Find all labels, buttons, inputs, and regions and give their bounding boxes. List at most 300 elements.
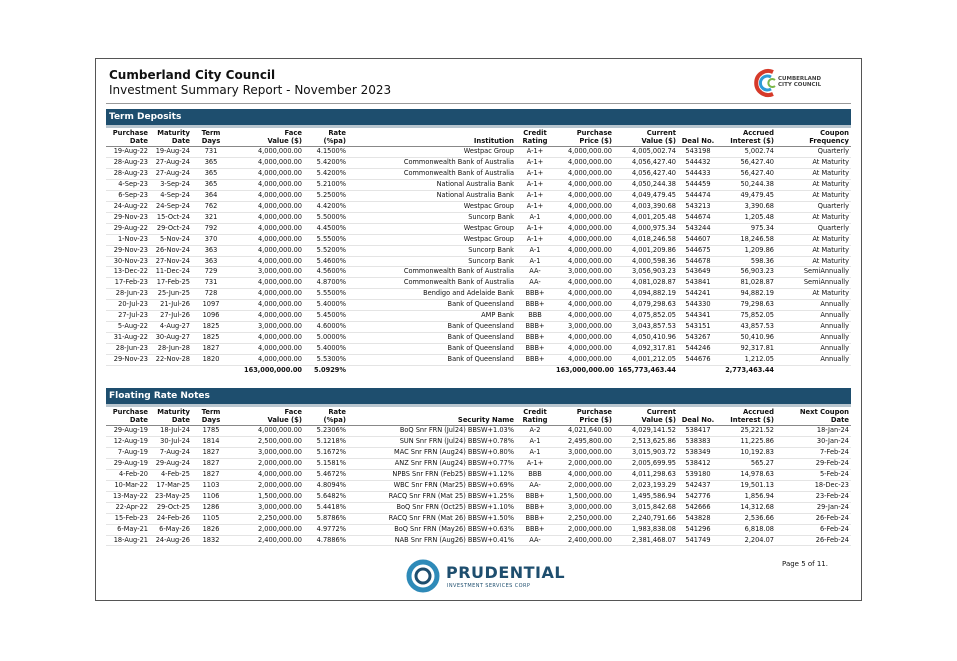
frn-cell: BBB+ xyxy=(516,502,554,513)
frn-cell: 2,240,791.66 xyxy=(614,513,678,524)
term-deposit-cell: 4,001,212.05 xyxy=(614,355,678,366)
frn-cell: 2,000,000.00 xyxy=(230,458,304,469)
term-deposit-cell: 4,000,000.00 xyxy=(554,333,614,344)
frn-header-cell: Maturity Date xyxy=(150,407,192,426)
frn-cell: 18-Jul-24 xyxy=(150,426,192,437)
term-deposit-row xyxy=(106,278,851,289)
term-deposit-cell: 4,000,000.00 xyxy=(554,212,614,223)
frn-cell: BBB+ xyxy=(516,524,554,535)
term-deposit-row xyxy=(106,179,851,190)
term-deposit-cell: 543213 xyxy=(678,201,718,212)
frn-cell: 4-Feb-20 xyxy=(106,469,150,480)
term-deposit-cell: 792 xyxy=(192,223,230,234)
term-deposit-cell: At Maturity xyxy=(776,245,851,256)
term-deposit-cell: At Maturity xyxy=(776,179,851,190)
term-deposit-cell: 4,000,000.00 xyxy=(230,311,304,322)
term-deposit-cell: 544678 xyxy=(678,256,718,267)
term-deposit-cell: At Maturity xyxy=(776,157,851,168)
term-deposit-cell: A-1+ xyxy=(516,168,554,179)
term-deposit-cell: 28-Aug-23 xyxy=(106,157,150,168)
frn-cell: 2,000,000.00 xyxy=(230,524,304,535)
term-deposit-row xyxy=(106,256,851,267)
frn-cell: 4,029,141.52 xyxy=(614,426,678,437)
term-deposit-cell: 731 xyxy=(192,147,230,158)
term-deposit-cell: 4,056,427.40 xyxy=(614,168,678,179)
frn-cell: NPBS Snr FRN (Feb25) BBSW+1.12% xyxy=(348,469,516,480)
term-deposit-cell: 22-Nov-28 xyxy=(150,355,192,366)
frn-cell: WBC Snr FRN (Mar25) BBSW+0.69% xyxy=(348,480,516,491)
frn-cell: BoQ Snr FRN (May26) BBSW+0.63% xyxy=(348,524,516,535)
header-divider xyxy=(106,103,851,104)
frn-cell: 5.2306% xyxy=(304,426,348,437)
term-deposit-cell: 365 xyxy=(192,168,230,179)
frn-cell: 1,856.94 xyxy=(718,491,776,502)
term-deposit-cell: 598.36 xyxy=(718,256,776,267)
term-deposit-cell: Commonwealth Bank of Australia xyxy=(348,267,516,278)
term-deposit-cell: Commonwealth Bank of Australia xyxy=(348,157,516,168)
frn-cell: BBB+ xyxy=(516,491,554,502)
term-deposit-cell: 4,081,028.87 xyxy=(614,278,678,289)
term-deposit-cell: BBB+ xyxy=(516,333,554,344)
term-deposit-cell: 544676 xyxy=(678,355,718,366)
frn-row xyxy=(106,513,851,524)
frn-cell: RACQ Snr FRN (Mat 25) BBSW+1.25% xyxy=(348,491,516,502)
term-deposit-cell: 29-Oct-24 xyxy=(150,223,192,234)
prudential-logo xyxy=(406,559,576,593)
term-deposit-cell: 1,205.48 xyxy=(718,212,776,223)
frn-cell: 23-Feb-24 xyxy=(776,491,851,502)
term-deposit-cell: 4,000,000.00 xyxy=(554,300,614,311)
term-deposit-cell: 4,000,000.00 xyxy=(230,256,304,267)
term-deposit-cell: 4,000,975.34 xyxy=(614,223,678,234)
term-deposit-cell: 543198 xyxy=(678,147,718,158)
frn-cell: 24-Aug-26 xyxy=(150,535,192,546)
term-deposit-cell: National Australia Bank xyxy=(348,179,516,190)
term-deposit-cell: 1827 xyxy=(192,344,230,355)
term-deposit-cell: Quarterly xyxy=(776,201,851,212)
frn-cell: 29-Aug-19 xyxy=(106,426,150,437)
term-deposit-cell: 731 xyxy=(192,278,230,289)
term-deposit-cell: 4,092,317.81 xyxy=(614,344,678,355)
term-deposit-cell: 544341 xyxy=(678,311,718,322)
term-deposit-cell: 29-Aug-22 xyxy=(106,223,150,234)
term-deposit-cell: 56,903.23 xyxy=(718,267,776,278)
frn-cell: 2,536.66 xyxy=(718,513,776,524)
term-deposit-cell: 19-Aug-24 xyxy=(150,147,192,158)
frn-header-cell: Next Coupon Date xyxy=(776,407,851,426)
term-deposit-cell: 4,000,000.00 xyxy=(230,333,304,344)
term-deposit-header-cell: Accrued Interest ($) xyxy=(718,128,776,147)
term-deposit-cell: Westpac Group xyxy=(348,234,516,245)
frn-cell: 10,192.83 xyxy=(718,447,776,458)
frn-cell: MAC Snr FRN (Aug24) BBSW+0.80% xyxy=(348,447,516,458)
term-deposit-header-cell: Face Value ($) xyxy=(230,128,304,147)
term-deposit-cell: 4-Sep-24 xyxy=(150,190,192,201)
frn-header-cell: Term Days xyxy=(192,407,230,426)
term-deposit-row xyxy=(106,333,851,344)
term-deposit-cell: 56,427.40 xyxy=(718,168,776,179)
term-deposit-cell: 4,000,000.00 xyxy=(554,311,614,322)
term-deposit-cell: At Maturity xyxy=(776,190,851,201)
frn-section xyxy=(106,388,851,546)
term-deposit-cell: BBB+ xyxy=(516,300,554,311)
term-deposit-cell: Annually xyxy=(776,344,851,355)
term-deposit-cell: 5.4200% xyxy=(304,168,348,179)
frn-cell: ANZ Snr FRN (Aug24) BBSW+0.77% xyxy=(348,458,516,469)
frn-cell: RACQ Snr FRN (Mat 26) BBSW+1.50% xyxy=(348,513,516,524)
frn-cell: 6-May-21 xyxy=(106,524,150,535)
frn-cell: 3,015,903.72 xyxy=(614,447,678,458)
term-deposit-cell: 5-Aug-22 xyxy=(106,322,150,333)
frn-cell: 29-Aug-19 xyxy=(106,458,150,469)
term-deposit-cell: 28-Jun-23 xyxy=(106,289,150,300)
frn-cell: SUN Snr FRN (Jul24) BBSW+0.78% xyxy=(348,436,516,447)
term-deposit-cell: SemiAnnually xyxy=(776,267,851,278)
frn-cell: 3,015,842.68 xyxy=(614,502,678,513)
term-deposit-cell: 4,000,000.00 xyxy=(230,157,304,168)
frn-cell: 2,495,800.00 xyxy=(554,436,614,447)
term-deposit-cell: 4,000,000.00 xyxy=(554,344,614,355)
term-deposit-cell: A-1+ xyxy=(516,190,554,201)
frn-header-cell: Accrued Interest ($) xyxy=(718,407,776,426)
report-title: Investment Summary Report - November 2023 xyxy=(109,83,392,97)
prudential-brand-sub: INVESTMENT SERVICES CORP xyxy=(447,583,531,589)
term-deposit-cell: 762 xyxy=(192,201,230,212)
term-deposit-cell: BBB+ xyxy=(516,289,554,300)
term-deposit-cell: 544246 xyxy=(678,344,718,355)
term-deposit-cell: At Maturity xyxy=(776,256,851,267)
frn-header-cell: Credit Rating xyxy=(516,407,554,426)
term-deposit-cell: 29-Nov-23 xyxy=(106,355,150,366)
term-deposit-cell: 4.5600% xyxy=(304,267,348,278)
term-deposit-row xyxy=(106,245,851,256)
term-deposit-cell: Quarterly xyxy=(776,223,851,234)
term-deposit-cell: 5.2100% xyxy=(304,179,348,190)
frn-cell: 2,250,000.00 xyxy=(230,513,304,524)
term-deposit-cell: Annually xyxy=(776,355,851,366)
term-deposit-cell: 365 xyxy=(192,179,230,190)
term-deposit-cell: 544459 xyxy=(678,179,718,190)
term-deposit-header-cell: Deal No. xyxy=(678,128,718,147)
term-deposit-cell: 27-Aug-24 xyxy=(150,157,192,168)
frn-cell: 2,005,699.95 xyxy=(614,458,678,469)
frn-cell: 7-Feb-24 xyxy=(776,447,851,458)
term-deposit-cell: 43,857.53 xyxy=(718,322,776,333)
frn-header-cell: Face Value ($) xyxy=(230,407,304,426)
term-deposit-cell: 49,479.45 xyxy=(718,190,776,201)
frn-cell: 7-Aug-19 xyxy=(106,447,150,458)
term-deposit-totals-row xyxy=(106,366,851,376)
term-deposit-row xyxy=(106,201,851,212)
term-deposit-cell: 5,002.74 xyxy=(718,147,776,158)
frn-cell: 14,978.63 xyxy=(718,469,776,480)
term-deposit-cell: 4,000,000.00 xyxy=(554,278,614,289)
term-deposit-cell: Bank of Queensland xyxy=(348,300,516,311)
term-deposit-cell: 4,050,244.38 xyxy=(614,179,678,190)
frn-header-cell: Purchase Date xyxy=(106,407,150,426)
frn-cell: 6,818.08 xyxy=(718,524,776,535)
term-deposit-cell: 4.4500% xyxy=(304,223,348,234)
term-deposit-cell: 30-Nov-23 xyxy=(106,256,150,267)
term-deposit-cell: 363 xyxy=(192,256,230,267)
term-deposit-row xyxy=(106,223,851,234)
term-deposit-cell: 4,001,205.48 xyxy=(614,212,678,223)
term-deposit-cell: 24-Sep-24 xyxy=(150,201,192,212)
term-deposit-cell: 4,018,246.58 xyxy=(614,234,678,245)
frn-cell: 542776 xyxy=(678,491,718,502)
term-deposit-total-cell: 2,773,463.44 xyxy=(718,366,776,376)
frn-cell: 5.4418% xyxy=(304,502,348,513)
term-deposit-cell: 5.5500% xyxy=(304,234,348,245)
frn-cell: 4.9772% xyxy=(304,524,348,535)
term-deposit-cell: 543244 xyxy=(678,223,718,234)
term-deposit-cell: AA- xyxy=(516,278,554,289)
term-deposit-cell: A-1+ xyxy=(516,201,554,212)
frn-cell: 5.6482% xyxy=(304,491,348,502)
council-logo-text: CUMBERLAND CITY COUNCIL xyxy=(778,76,822,88)
frn-cell: 2,000,000.00 xyxy=(554,480,614,491)
term-deposit-cell: 4,000,000.00 xyxy=(230,223,304,234)
term-deposit-cell: 5.4600% xyxy=(304,256,348,267)
term-deposit-cell: Bank of Queensland xyxy=(348,322,516,333)
term-deposit-total-cell xyxy=(150,366,192,376)
term-deposit-cell: 3,056,903.23 xyxy=(614,267,678,278)
term-deposit-cell: At Maturity xyxy=(776,289,851,300)
term-deposit-cell: 4.6000% xyxy=(304,322,348,333)
term-deposit-total-cell: 163,000,000.00 xyxy=(230,366,304,376)
term-deposit-cell: 28-Aug-23 xyxy=(106,168,150,179)
term-deposit-total-cell xyxy=(348,366,516,376)
frn-cell: 23-May-25 xyxy=(150,491,192,502)
frn-cell: BoQ Snr FRN (Jul24) BBSW+1.03% xyxy=(348,426,516,437)
term-deposit-header-cell: Rate (%pa) xyxy=(304,128,348,147)
term-deposit-cell: Annually xyxy=(776,311,851,322)
frn-cell: 539180 xyxy=(678,469,718,480)
term-deposit-cell: 4,000,000.00 xyxy=(230,147,304,158)
term-deposit-cell: BBB+ xyxy=(516,344,554,355)
frn-cell: 3,000,000.00 xyxy=(230,447,304,458)
frn-row xyxy=(106,491,851,502)
frn-cell: 1,500,000.00 xyxy=(554,491,614,502)
term-deposit-cell: A-1+ xyxy=(516,147,554,158)
term-deposit-cell: 5.4500% xyxy=(304,311,348,322)
term-deposit-cell: BBB+ xyxy=(516,322,554,333)
term-deposit-row xyxy=(106,344,851,355)
term-deposit-cell: 15-Oct-24 xyxy=(150,212,192,223)
term-deposit-cell: 5-Nov-24 xyxy=(150,234,192,245)
frn-cell: 11,225.86 xyxy=(718,436,776,447)
term-deposit-cell: Suncorp Bank xyxy=(348,245,516,256)
term-deposit-cell: 11-Dec-24 xyxy=(150,267,192,278)
frn-cell: 4,021,640.00 xyxy=(554,426,614,437)
term-deposit-header-cell: Purchase Price ($) xyxy=(554,128,614,147)
term-deposit-cell: 27-Jul-23 xyxy=(106,311,150,322)
term-deposit-cell: 4,049,479.45 xyxy=(614,190,678,201)
frn-cell: 541749 xyxy=(678,535,718,546)
term-deposit-cell: 544330 xyxy=(678,300,718,311)
council-logo xyxy=(751,66,851,102)
term-deposits-section xyxy=(106,109,851,376)
term-deposit-cell: 3,000,000.00 xyxy=(554,267,614,278)
term-deposit-cell: 4,000,000.00 xyxy=(230,300,304,311)
term-deposit-row xyxy=(106,212,851,223)
frn-cell: 538349 xyxy=(678,447,718,458)
term-deposit-cell: 4,000,000.00 xyxy=(554,234,614,245)
frn-cell: 1105 xyxy=(192,513,230,524)
term-deposit-cell: 543151 xyxy=(678,322,718,333)
frn-header-cell: Rate (%pa) xyxy=(304,407,348,426)
term-deposit-cell: 5.5200% xyxy=(304,245,348,256)
term-deposit-cell: Suncorp Bank xyxy=(348,212,516,223)
term-deposit-cell: Bank of Queensland xyxy=(348,355,516,366)
frn-cell: 5-Feb-24 xyxy=(776,469,851,480)
report-page xyxy=(95,58,862,601)
frn-cell: 543828 xyxy=(678,513,718,524)
term-deposit-cell: Commonwealth Bank of Australia xyxy=(348,168,516,179)
frn-cell: 2,000,000.00 xyxy=(230,480,304,491)
frn-cell: 3,000,000.00 xyxy=(554,447,614,458)
term-deposit-cell: 4,075,852.05 xyxy=(614,311,678,322)
term-deposit-header-cell: Current Value ($) xyxy=(614,128,678,147)
frn-cell: 15-Feb-23 xyxy=(106,513,150,524)
frn-cell: 2,204.07 xyxy=(718,535,776,546)
term-deposit-cell: 5.0000% xyxy=(304,333,348,344)
term-deposit-cell: 19-Aug-22 xyxy=(106,147,150,158)
frn-cell: 4.7886% xyxy=(304,535,348,546)
term-deposit-cell: 4,000,000.00 xyxy=(554,355,614,366)
frn-cell: BBB+ xyxy=(516,513,554,524)
term-deposit-cell: 4,000,000.00 xyxy=(230,245,304,256)
term-deposit-row xyxy=(106,147,851,158)
term-deposit-cell: At Maturity xyxy=(776,234,851,245)
frn-row xyxy=(106,480,851,491)
term-deposit-cell: 4,000,598.36 xyxy=(614,256,678,267)
term-deposit-cell: Bank of Queensland xyxy=(348,333,516,344)
frn-cell: 30-Jul-24 xyxy=(150,436,192,447)
term-deposit-header-cell: Purchase Date xyxy=(106,128,150,147)
term-deposit-cell: 544241 xyxy=(678,289,718,300)
term-deposit-cell: 4,000,000.00 xyxy=(554,190,614,201)
frn-cell: 1106 xyxy=(192,491,230,502)
term-deposit-cell: 4,000,000.00 xyxy=(554,201,614,212)
term-deposit-cell: Bank of Queensland xyxy=(348,344,516,355)
term-deposit-cell: 364 xyxy=(192,190,230,201)
frn-cell: 565.27 xyxy=(718,458,776,469)
frn-cell: A-1+ xyxy=(516,458,554,469)
term-deposit-cell: 544607 xyxy=(678,234,718,245)
prudential-brand: PRUDENTIAL xyxy=(446,563,566,582)
term-deposit-cell: 3,000,000.00 xyxy=(230,322,304,333)
term-deposit-row xyxy=(106,190,851,201)
term-deposit-cell: 24-Aug-22 xyxy=(106,201,150,212)
term-deposit-cell: 27-Nov-24 xyxy=(150,256,192,267)
frn-cell: 6-May-26 xyxy=(150,524,192,535)
frn-cell: 2,381,468.07 xyxy=(614,535,678,546)
term-deposit-cell: 4,000,000.00 xyxy=(230,278,304,289)
frn-cell: 30-Jan-24 xyxy=(776,436,851,447)
frn-cell: 1286 xyxy=(192,502,230,513)
frn-cell: 29-Aug-24 xyxy=(150,458,192,469)
frn-header-cell: Deal No. xyxy=(678,407,718,426)
term-deposit-cell: 4,000,000.00 xyxy=(554,179,614,190)
term-deposit-cell: 81,028.87 xyxy=(718,278,776,289)
frn-cell: 29-Oct-25 xyxy=(150,502,192,513)
term-deposit-cell: 4,000,000.00 xyxy=(230,201,304,212)
term-deposit-cell: 4,000,000.00 xyxy=(230,344,304,355)
term-deposit-cell: 4-Aug-27 xyxy=(150,322,192,333)
term-deposit-cell: 5.4200% xyxy=(304,157,348,168)
frn-cell: 541296 xyxy=(678,524,718,535)
term-deposit-cell: 94,882.19 xyxy=(718,289,776,300)
frn-cell: A-1 xyxy=(516,436,554,447)
term-deposit-cell: 3,000,000.00 xyxy=(554,322,614,333)
frn-header-cell: Current Value ($) xyxy=(614,407,678,426)
term-deposit-cell: 4,000,000.00 xyxy=(554,157,614,168)
frn-cell: AA- xyxy=(516,480,554,491)
term-deposit-cell: 28-Jun-28 xyxy=(150,344,192,355)
term-deposit-cell: AA- xyxy=(516,267,554,278)
term-deposit-cell: 5.5500% xyxy=(304,289,348,300)
term-deposit-cell: 1097 xyxy=(192,300,230,311)
term-deposit-cell: 975.34 xyxy=(718,223,776,234)
term-deposit-cell: 4,000,000.00 xyxy=(230,212,304,223)
frn-cell: 12-Aug-19 xyxy=(106,436,150,447)
term-deposit-total-cell xyxy=(516,366,554,376)
frn-cell: 538383 xyxy=(678,436,718,447)
term-deposit-cell: 4-Sep-23 xyxy=(106,179,150,190)
term-deposit-cell: 4,000,000.00 xyxy=(554,289,614,300)
term-deposit-cell: 5.4000% xyxy=(304,300,348,311)
frn-cell: 1103 xyxy=(192,480,230,491)
term-deposit-row xyxy=(106,234,851,245)
frn-cell: 4,000,000.00 xyxy=(230,426,304,437)
frn-cell: 14,312.68 xyxy=(718,502,776,513)
term-deposit-cell: 4,000,000.00 xyxy=(230,234,304,245)
frn-cell: 2,400,000.00 xyxy=(554,535,614,546)
term-deposit-cell: Westpac Group xyxy=(348,147,516,158)
frn-cell: BoQ Snr FRN (Oct25) BBSW+1.10% xyxy=(348,502,516,513)
term-deposit-cell: A-1+ xyxy=(516,234,554,245)
term-deposit-row xyxy=(106,322,851,333)
term-deposit-cell: 4,000,000.00 xyxy=(230,355,304,366)
frn-cell: 2,000,000.00 xyxy=(554,524,614,535)
term-deposit-cell: A-1+ xyxy=(516,157,554,168)
term-deposit-cell: SemiAnnually xyxy=(776,278,851,289)
term-deposit-cell: 729 xyxy=(192,267,230,278)
term-deposit-cell: 28-Jun-23 xyxy=(106,344,150,355)
frn-cell: 3,000,000.00 xyxy=(554,502,614,513)
term-deposit-cell: A-1 xyxy=(516,212,554,223)
term-deposit-cell: 543267 xyxy=(678,333,718,344)
term-deposit-header-cell: Institution xyxy=(348,128,516,147)
term-deposit-row xyxy=(106,355,851,366)
term-deposit-cell: A-1+ xyxy=(516,179,554,190)
term-deposit-cell: 544433 xyxy=(678,168,718,179)
frn-cell: 4,011,298.63 xyxy=(614,469,678,480)
frn-cell: 26-Feb-24 xyxy=(776,513,851,524)
term-deposit-cell: 4,050,410.96 xyxy=(614,333,678,344)
term-deposit-cell: 1-Nov-23 xyxy=(106,234,150,245)
term-deposit-cell: 1,212.05 xyxy=(718,355,776,366)
term-deposit-cell: 370 xyxy=(192,234,230,245)
term-deposit-cell: 6-Sep-23 xyxy=(106,190,150,201)
frn-row xyxy=(106,426,851,437)
frn-cell: 3,000,000.00 xyxy=(230,502,304,513)
term-deposit-cell: 4,000,000.00 xyxy=(554,147,614,158)
term-deposit-cell: A-1+ xyxy=(516,223,554,234)
term-deposit-cell: 27-Jul-26 xyxy=(150,311,192,322)
organisation-name: Cumberland City Council xyxy=(109,68,276,82)
